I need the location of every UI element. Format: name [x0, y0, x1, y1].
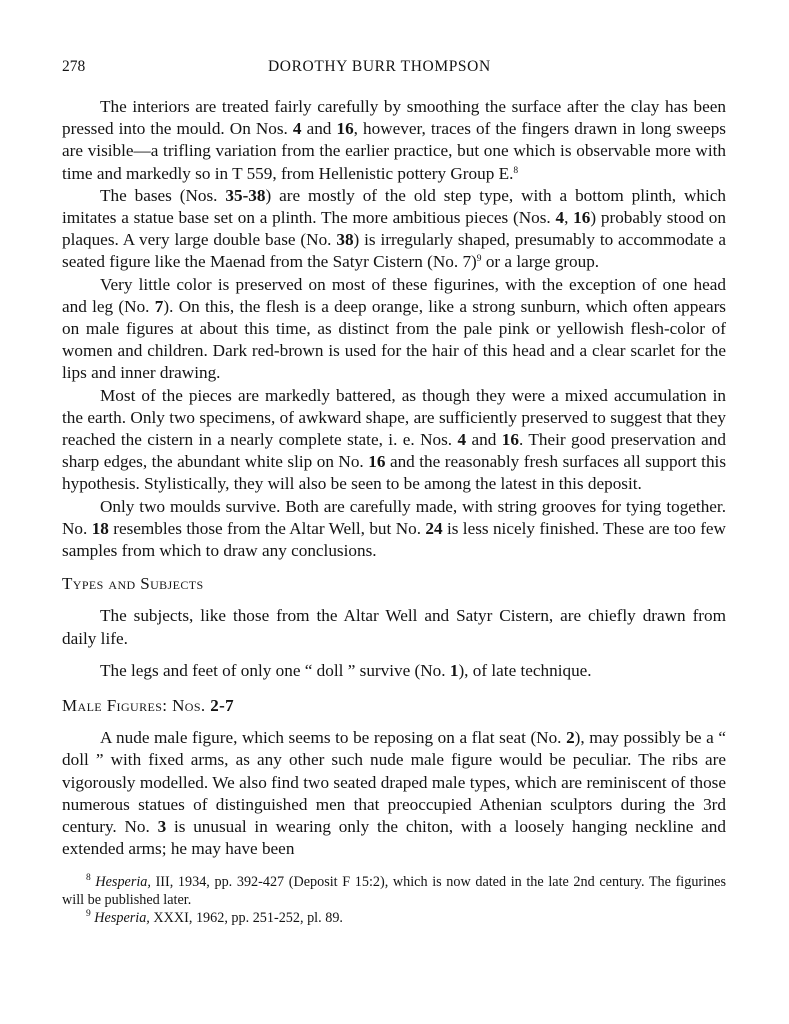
- section-heading-male-figures: Male Figures: Nos. 2-7: [62, 696, 235, 716]
- section-heading-types-and-subjects: Types and Subjects: [62, 574, 204, 594]
- paragraph-moulds: Only two moulds survive. Both are carefully made, with string grooves for tying together. No. 18 resembles those from the Altar Well, but No. 24 is less nicely finished. These are too few samples from which to draw any conclusions.: [62, 496, 726, 561]
- paragraph-color: Very little color is preserved on most of these figurines, with the exception of one head and leg (No. 7). On this, the flesh is a deep orange, like a strong sunburn, which often appears on male figures at about this time, as distinct from the pale pink or yellowish flesh-color of women and children. Dark red-brown is used for the hair of this head and a clear scarlet for the lips and inner drawing.: [62, 274, 726, 383]
- paragraph-bases: The bases (Nos. 35-38) are mostly of the old step type, with a bottom plinth, which imitates a statue base set on a plinth. The more ambitious pieces (Nos. 4, 16) probably stood on plaques. A very large double base (No. 38) is irregularly shaped, presumably to accommodate a seated figure like the Maenad from the Satyr Cistern (No. 7)$^9$ or a large group.: [62, 185, 726, 272]
- footnote-9: $^9$ Hesperia, XXXI, 1962, pp. 251-252, pl. 89.: [86, 908, 343, 926]
- footnote-ref-9[interactable]: 9: [476, 254, 482, 265]
- paragraph-male-figures: A nude male figure, which seems to be reposing on a flat seat (No. 2), may possibly be a “ doll ” with fixed arms, as any other such nude male figure would be peculiar. The ribs are vigorously modelled. We also find two seated draped male types, which are reminiscent of those numerous statues of distinguished men that preoccupied Athenian sculptors during the 3rd century. No. 3 is unusual in wearing only the chiton, with a loosely hanging neckline and extended arms; he may have been: [62, 728, 726, 859]
- paragraph-interiors: The interiors are treated fairly carefully by smoothing the surface after the clay has been pressed into the mould. On Nos. 4 and 16, however, traces of the fingers drawn in long sweeps are visible—a trifling variation from the earlier practice, but one which is observable more with time and markedly so in T 559, from Hellenistic pottery Group E.$^8$: [62, 97, 726, 183]
- page-number: 278: [62, 58, 86, 75]
- footnote-8: $^8$ Hesperia, III, 1934, pp. 392-427 (Deposit F 15:2), which is now dated in the late 2nd century. The figurines will be published later.: [62, 872, 727, 908]
- footnotes: [62, 873, 726, 928]
- paragraph-condition: Most of the pieces are markedly battered, as though they were a mixed accumulation in the earth. Only two specimens, of awkward shape, are sufficiently preserved to suggest that they reached the cistern in a nearly complete state, i. e. Nos. 4 and 16. Their good preservation and sharp edges, the abundant white slip on No. 16 and the reasonably fresh surfaces all support this hypothesis. Stylistically, they will also be seen to be among the latest in this deposit.: [62, 385, 727, 494]
- paragraph-doll: The legs and feet of only one “ doll ” survive (No. 1), of late technique.: [100, 660, 592, 680]
- running-head: DOROTHY BURR THOMPSON: [268, 58, 491, 75]
- document-page: [62, 56, 726, 927]
- footnote-ref-8[interactable]: 8: [513, 165, 519, 176]
- paragraph-subjects: The subjects, like those from the Altar Well and Satyr Cistern, are chiefly drawn from daily life.: [62, 606, 726, 648]
- page-header: [62, 56, 726, 80]
